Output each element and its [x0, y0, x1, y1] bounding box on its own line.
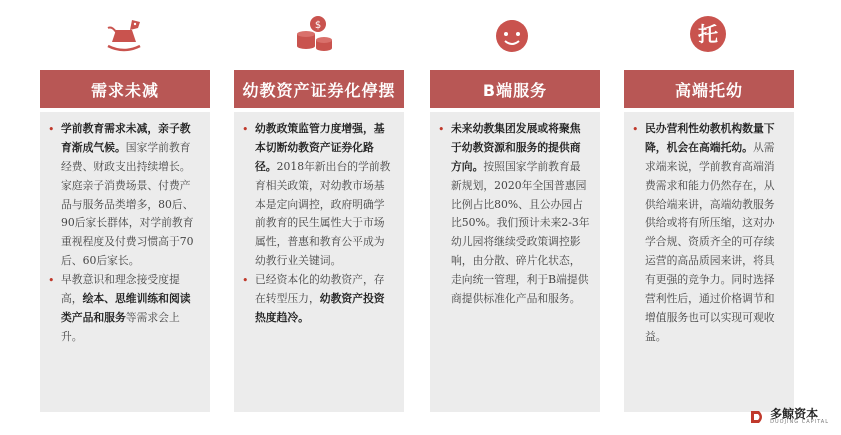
svg-text:$: $: [314, 20, 322, 31]
logo-subtext: DUOJING CAPITAL: [770, 419, 829, 425]
whale-logo-icon: [750, 409, 766, 425]
coins-icon: [292, 12, 336, 56]
column-body: [40, 112, 210, 412]
column-securitization: [234, 70, 404, 412]
tuo-icon: [686, 12, 730, 56]
bullet-paragraph: • 学前教育需求未减，亲子教育渐成气候。国家学前教育经费、财政支出持续增长。家庭亲子消费场景、付费产品与服务品类增多，80后、90后家长群体，对学前教育重视程度及付费习惯高于70后、60后家长。: [48, 120, 200, 271]
column-body: [234, 112, 404, 412]
child-face-icon: [490, 12, 534, 56]
column-demand: [40, 70, 210, 412]
bullet-paragraph: • 未来幼教集团发展或将聚焦于幼教资源和服务的提供商方向。按照国家学前教育最新规划，2020年全国普惠园比例占比80%、且公办园占比50%。我们预计未来2-3年幼儿园将继续受政策调控影响，由分散、碎片化状态，走向统一管理，利于B端提供商提供标准化产品和服务。: [438, 120, 590, 309]
column-body: [430, 112, 600, 412]
brand-logo: [750, 408, 829, 425]
bullet-paragraph: • 幼教政策监管力度增强，基本切断幼教资产证券化路径。2018年新出台的学前教育相关政策，对幼教市场基本是定向调控，政府明确学前教育的民生属性大于市场属性，普惠和教育公平成为幼教行业关键词。: [242, 120, 394, 271]
column-title: 幼教资产证券化停摆: [234, 70, 404, 108]
column-title: B端服务: [430, 70, 600, 108]
bullet-paragraph: • 民办营利性幼教机构数量下降，机会在高端托幼。从需求端来说，学前教育高端消费需求和能力仍然存在，从供给端来讲，高端幼教服务供给或将有所压缩，这对办学合规、资质齐全的可存续运营的高品质园来讲，将具有更强的竞争力。同时选择营利性后，通过价格调节和增值服务也可以实现可观收益。: [632, 120, 784, 347]
column-title: 高端托幼: [624, 70, 794, 108]
column-b2b: [430, 70, 600, 412]
column-body: [624, 112, 794, 412]
bullet-paragraph: • 早教意识和理念接受度提高，绘本、思维训练和阅读类产品和服务等需求会上升。: [48, 271, 200, 347]
column-high-end-childcare: [624, 70, 794, 412]
svg-text:托: 托: [698, 22, 718, 46]
bullet-paragraph: • 已经资本化的幼教资产，存在转型压力，幼教资产投资热度趋冷。: [242, 271, 394, 328]
rocking-horse-icon: [102, 12, 146, 56]
column-title: 需求未减: [40, 70, 210, 108]
logo-text: 多鲸资本: [770, 407, 819, 421]
